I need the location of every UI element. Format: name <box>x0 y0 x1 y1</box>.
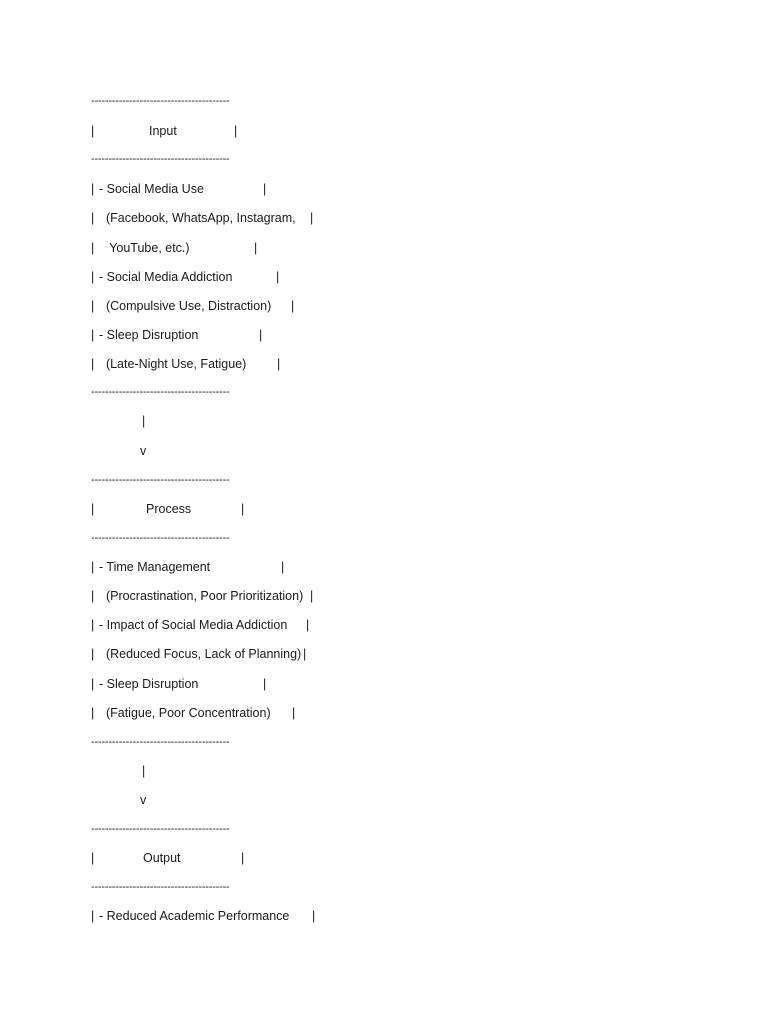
arrow-head: v <box>140 444 147 458</box>
process-line-pipe: | <box>91 618 95 632</box>
input-line-4: - Social Media Addiction <box>99 270 233 284</box>
arrow-stem: | <box>142 414 146 428</box>
input-title: Input <box>149 124 177 138</box>
output-title-divider: ---------------------------------------- <box>91 881 230 893</box>
input-line-pipe: | <box>310 211 314 225</box>
input-line-pipe: | <box>91 299 95 313</box>
input-line-3: YouTube, etc.) <box>99 241 190 255</box>
process-line-4: (Reduced Focus, Lack of Planning) <box>99 647 302 661</box>
process-line-pipe: | <box>91 560 95 574</box>
process-title-right-pipe: | <box>241 502 245 516</box>
output-line-1: - Reduced Academic Performance <box>99 909 290 923</box>
process-top-border: ---------------------------------------- <box>91 474 230 486</box>
process-title-left-pipe: | <box>91 502 95 516</box>
input-line-pipe: | <box>91 241 95 255</box>
process-line-pipe: | <box>91 647 95 661</box>
input-title-right-pipe: | <box>234 124 238 138</box>
input-line-pipe: | <box>263 182 267 196</box>
process-title: Process <box>146 502 192 516</box>
process-line-pipe: | <box>91 677 95 691</box>
output-top-border: ---------------------------------------- <box>91 823 230 835</box>
process-line-pipe: | <box>292 706 296 720</box>
input-line-pipe: | <box>277 357 281 371</box>
process-line-3: - Impact of Social Media Addiction <box>99 618 288 632</box>
input-line-2: (Facebook, WhatsApp, Instagram, <box>99 211 296 225</box>
process-line-pipe: | <box>263 677 267 691</box>
process-line-5: - Sleep Disruption <box>99 677 199 691</box>
input-bottom-border: ---------------------------------------- <box>91 386 230 398</box>
input-line-5: (Compulsive Use, Distraction) <box>99 299 272 313</box>
output-title-left-pipe: | <box>91 851 95 865</box>
input-title-left-pipe: | <box>91 124 95 138</box>
process-line-pipe: | <box>91 706 95 720</box>
arrow-stem: | <box>142 764 146 778</box>
input-line-pipe: | <box>91 270 95 284</box>
process-line-pipe: | <box>281 560 285 574</box>
process-title-divider: ---------------------------------------- <box>91 532 230 544</box>
process-line-pipe: | <box>306 618 310 632</box>
input-line-7: (Late-Night Use, Fatigue) <box>99 357 247 371</box>
process-line-pipe: | <box>303 647 307 661</box>
process-line-pipe: | <box>310 589 314 603</box>
input-line-6: - Sleep Disruption <box>99 328 199 342</box>
process-line-6: (Fatigue, Poor Concentration) <box>99 706 271 720</box>
input-top-border: ---------------------------------------- <box>91 95 230 107</box>
input-line-pipe: | <box>291 299 295 313</box>
process-line-2: (Procrastination, Poor Prioritization) <box>99 589 304 603</box>
input-line-pipe: | <box>254 241 258 255</box>
input-line-pipe: | <box>259 328 263 342</box>
input-title-divider: ---------------------------------------- <box>91 153 230 165</box>
input-line-pipe: | <box>91 182 95 196</box>
process-bottom-border: ---------------------------------------- <box>91 736 230 748</box>
output-line-pipe: | <box>312 909 316 923</box>
output-title-right-pipe: | <box>241 851 245 865</box>
process-line-1: - Time Management <box>99 560 211 574</box>
input-line-pipe: | <box>276 270 280 284</box>
input-line-pipe: | <box>91 211 95 225</box>
output-line-pipe: | <box>91 909 95 923</box>
input-line-pipe: | <box>91 357 95 371</box>
arrow-head: v <box>140 793 147 807</box>
output-title: Output <box>143 851 181 865</box>
input-line-1: - Social Media Use <box>99 182 204 196</box>
process-line-pipe: | <box>91 589 95 603</box>
input-line-pipe: | <box>91 328 95 342</box>
